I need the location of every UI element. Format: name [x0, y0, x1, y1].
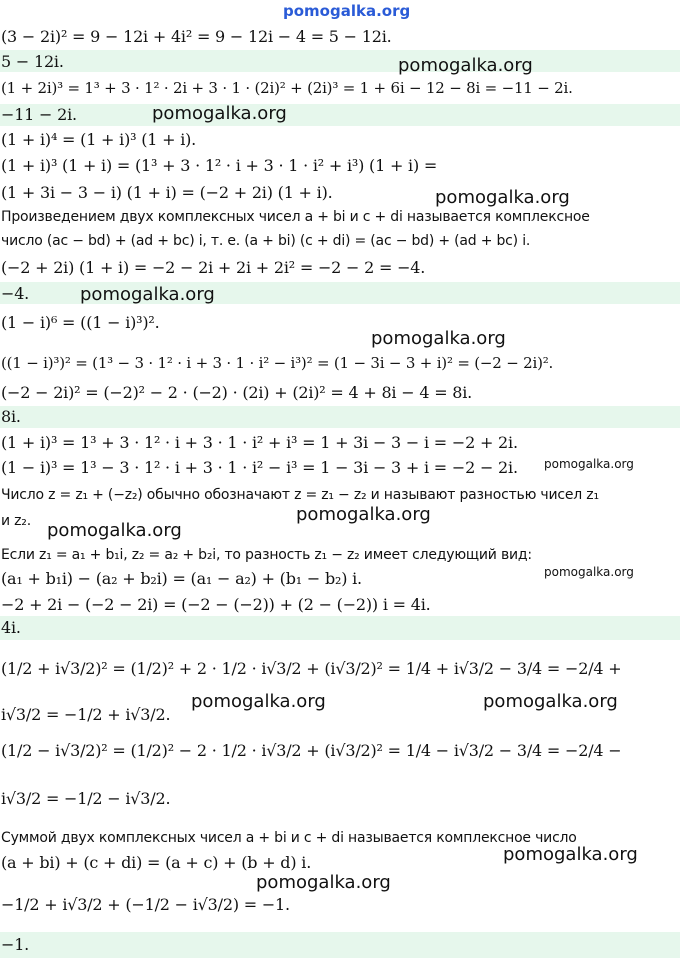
watermark: pomogalka.org — [191, 691, 326, 712]
math-line: (1 − i)⁶ = ((1 − i)³)². — [1, 313, 160, 332]
watermark: pomogalka.org — [544, 457, 634, 471]
math-line: (1 + i)³ (1 + i) = (1³ + 3 · 1² · i + 3 · 1 · i² + i³) (1 + i) = — [1, 156, 438, 175]
answer-band — [0, 406, 680, 428]
math-line: −2 + 2i − (−2 − 2i) = (−2 − (−2)) + (2 − (−2)) i = 4i. — [1, 595, 431, 614]
math-line: (3 − 2i)² = 9 − 12i + 4i² = 9 − 12i − 4 = 5 − 12i. — [1, 27, 392, 46]
answer-line: 4i. — [1, 618, 21, 637]
answer-line: 8i. — [1, 407, 21, 426]
math-line: (−2 − 2i)² = (−2)² − 2 · (−2) · (2i) + (2i)² = 4 + 8i − 4 = 8i. — [1, 383, 473, 402]
answer-line: −1. — [1, 935, 30, 954]
watermark: pomogalka.org — [503, 844, 638, 865]
answer-band — [0, 50, 680, 72]
math-line: (−2 + 2i) (1 + i) = −2 − 2i + 2i + 2i² = −2 − 2 = −4. — [1, 258, 426, 277]
math-line: (1 + 2i)³ = 1³ + 3 · 1² · 2i + 3 · 1 · (2i)² + (2i)³ = 1 + 6i − 12 − 8i = −11 − 2i. — [1, 79, 573, 97]
watermark: pomogalka.org — [296, 504, 431, 525]
answer-line: −11 − 2i. — [1, 105, 77, 124]
math-line: (1/2 + i√3/2)² = (1/2)² + 2 · 1/2 · i√3/2 + (i√3/2)² = 1/4 + i√3/2 − 3/4 = −2/4 + — [1, 659, 622, 678]
watermark: pomogalka.org — [371, 328, 506, 349]
text-line: число (ac − bd) + (ad + bc) i, т. е. (a + bi) (c + di) = (ac − bd) + (ad + bc) i. — [1, 233, 531, 249]
math-line: (1 + i)³ = 1³ + 3 · 1² · i + 3 · 1 · i² + i³ = 1 + 3i − 3 − i = −2 + 2i. — [1, 433, 518, 452]
text-line: и z₂. — [1, 513, 31, 529]
answer-band — [0, 932, 680, 958]
text-line: Число z = z₁ + (−z₂) обычно обозначают z = z₁ − z₂ и называют разностью чисел z₁ — [1, 487, 599, 503]
math-line: (a + bi) + (c + di) = (a + c) + (b + d) i. — [1, 853, 312, 872]
watermark: pomogalka.org — [435, 187, 570, 208]
watermark: pomogalka.org — [80, 284, 215, 305]
watermark: pomogalka.org — [152, 103, 287, 124]
math-line: (1 + i)⁴ = (1 + i)³ (1 + i). — [1, 130, 197, 149]
watermark: pomogalka.org — [398, 55, 533, 76]
text-line: Произведением двух комплексных чисел a + bi и c + di называется комплексное — [1, 209, 590, 225]
math-line: −1/2 + i√3/2 + (−1/2 − i√3/2) = −1. — [1, 895, 290, 914]
math-line: i√3/2 = −1/2 + i√3/2. — [1, 705, 171, 724]
math-line: (1 + 3i − 3 − i) (1 + i) = (−2 + 2i) (1 + i). — [1, 183, 333, 202]
math-line: (1 − i)³ = 1³ − 3 · 1² · i + 3 · 1 · i² − i³ = 1 − 3i − 3 + i = −2 − 2i. — [1, 458, 518, 477]
answer-band — [0, 616, 680, 640]
answer-line: 5 − 12i. — [1, 52, 64, 71]
math-line: (a₁ + b₁i) − (a₂ + b₂i) = (a₁ − a₂) + (b₁ − b₂) i. — [1, 569, 362, 588]
math-line: (1/2 − i√3/2)² = (1/2)² − 2 · 1/2 · i√3/2 + (i√3/2)² = 1/4 − i√3/2 − 3/4 = −2/4 − — [1, 741, 622, 760]
text-line: Если z₁ = a₁ + b₁i, z₂ = a₂ + b₂i, то разность z₁ − z₂ имеет следующий вид: — [1, 547, 532, 563]
watermark: pomogalka.org — [47, 520, 182, 541]
math-line: i√3/2 = −1/2 − i√3/2. — [1, 789, 171, 808]
watermark: pomogalka.org — [256, 872, 391, 893]
answer-band — [0, 104, 680, 126]
watermark: pomogalka.org — [483, 691, 618, 712]
watermark: pomogalka.org — [544, 565, 634, 579]
text-line: Суммой двух комплексных чисел a + bi и c + di называется комплексное число — [1, 830, 577, 846]
math-line: ((1 − i)³)² = (1³ − 3 · 1² · i + 3 · 1 · i² − i³)² = (1 − 3i − 3 + i)² = (−2 − 2i)². — [1, 354, 554, 372]
watermark: pomogalka.org — [283, 2, 411, 20]
answer-line: −4. — [1, 284, 30, 303]
